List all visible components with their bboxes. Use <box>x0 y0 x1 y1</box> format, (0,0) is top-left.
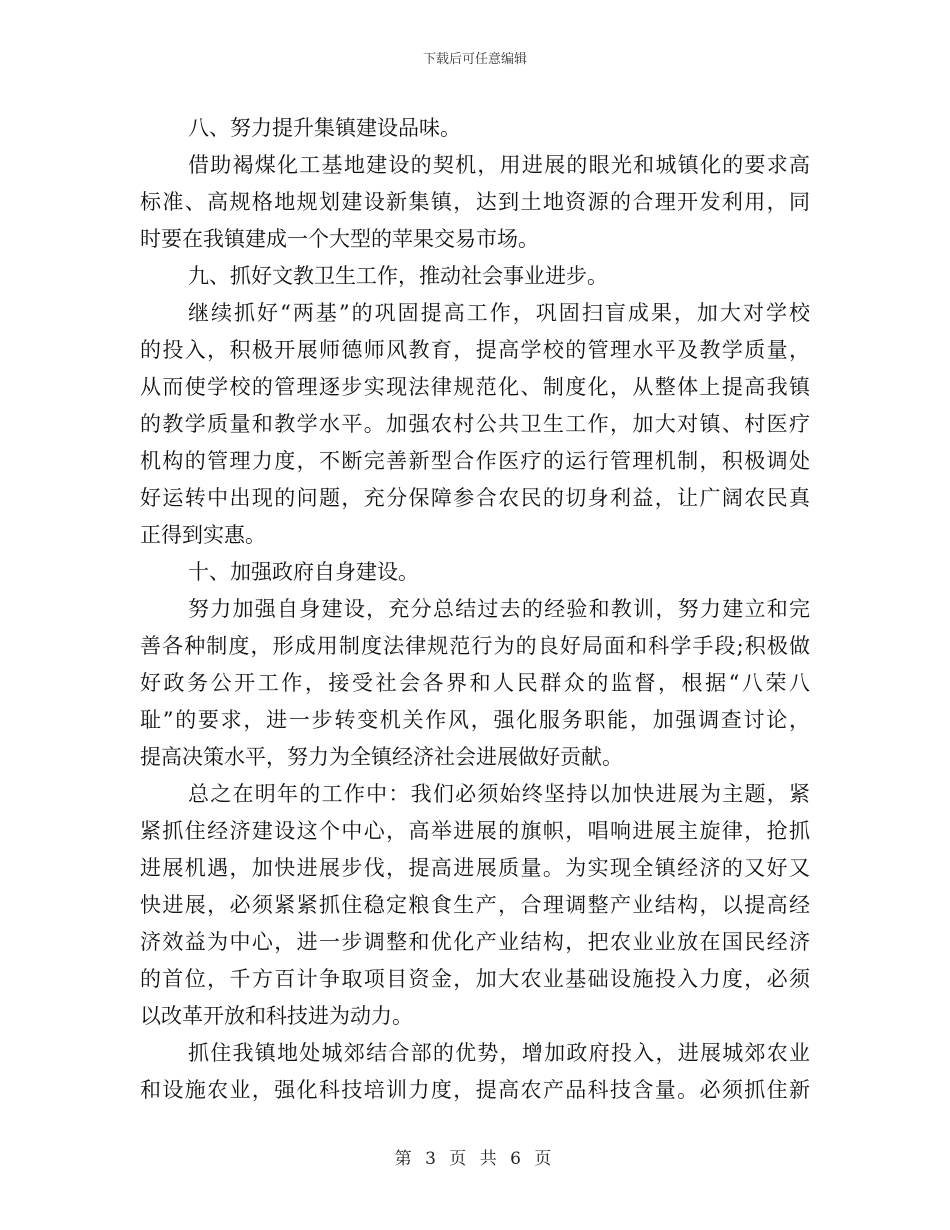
text-line: 抓住我镇地处城郊结合部的优势，增加政府投入，进展城郊农业 <box>188 1041 810 1065</box>
page-number-footer: 第 3 页 共 6 页 <box>394 1149 556 1169</box>
text-line: 以改革开放和科技进为动力。 <box>140 1004 413 1028</box>
text-line: 九、抓好文教卫生工作，推动社会事业进步。 <box>188 264 608 288</box>
text-line: 耻”的要求，进一步转变机关作风，强化服务职能，加强调查讨论， <box>140 708 810 732</box>
text-line: 正得到实惠。 <box>140 523 266 547</box>
text-line: 十、加强政府自身建设。 <box>188 560 419 584</box>
text-line: 好运转中出现的问题，充分保障参合农民的切身利益，让广阔农民真 <box>140 486 810 510</box>
text-line: 和设施农业，强化科技培训力度，提高农产品科技含量。必须抓住新 <box>140 1078 810 1102</box>
document-body <box>140 110 810 1109</box>
text-line: 从而使学校的管理逐步实现法律规范化、制度化，从整体上提高我镇 <box>140 375 810 399</box>
text-line: 进展机遇，加快进展步伐，提高进展质量。为实现全镇经济的又好又 <box>140 856 810 880</box>
text-line: 努力加强自身建设，充分总结过去的经验和教训，努力建立和完 <box>188 597 810 621</box>
text-line: 标准、高规格地规划建设新集镇，达到土地资源的合理开发利用，同 <box>140 190 810 214</box>
text-line: 总之在明年的工作中：我们必须始终坚持以加快进展为主题，紧 <box>188 782 810 806</box>
text-line: 继续抓好“两基”的巩固提高工作，巩固扫盲成果，加大对学校 <box>188 301 810 325</box>
text-line: 的首位，千方百计争取项目资金，加大农业基础设施投入力度，必须 <box>140 967 810 991</box>
text-line: 的教学质量和教学水平。加强农村公共卫生工作，加大对镇、村医疗 <box>140 412 810 436</box>
text-line: 济效益为中心，进一步调整和优化产业结构，把农业业放在国民经济 <box>140 930 810 954</box>
text-line: 的投入，积极开展师德师风教育，提高学校的管理水平及教学质量， <box>140 338 810 362</box>
text-line: 时要在我镇建成一个大型的苹果交易市场。 <box>140 227 539 251</box>
text-line: 八、努力提升集镇建设品味。 <box>188 116 461 140</box>
text-line: 紧抓住经济建设这个中心，高举进展的旗帜，唱响进展主旋律，抢抓 <box>140 819 810 843</box>
text-line: 善各种制度，形成用制度法律规范行为的良好局面和科学手段;积极做 <box>140 634 810 658</box>
text-line: 好政务公开工作，接受社会各界和人民群众的监督，根据“八荣八 <box>140 671 810 695</box>
text-line: 机构的管理力度，不断完善新型合作医疗的运行管理机制，积极调处 <box>140 449 810 473</box>
text-line: 借助褐煤化工基地建设的契机，用进展的眼光和城镇化的要求高 <box>188 153 810 177</box>
text-line: 提高决策水平，努力为全镇经济社会进展做好贡献。 <box>140 745 623 769</box>
text-line: 快进展，必须紧紧抓住稳定粮食生产，合理调整产业结构，以提高经 <box>140 893 810 917</box>
page-header: 下载后可任意编辑 <box>422 52 527 67</box>
